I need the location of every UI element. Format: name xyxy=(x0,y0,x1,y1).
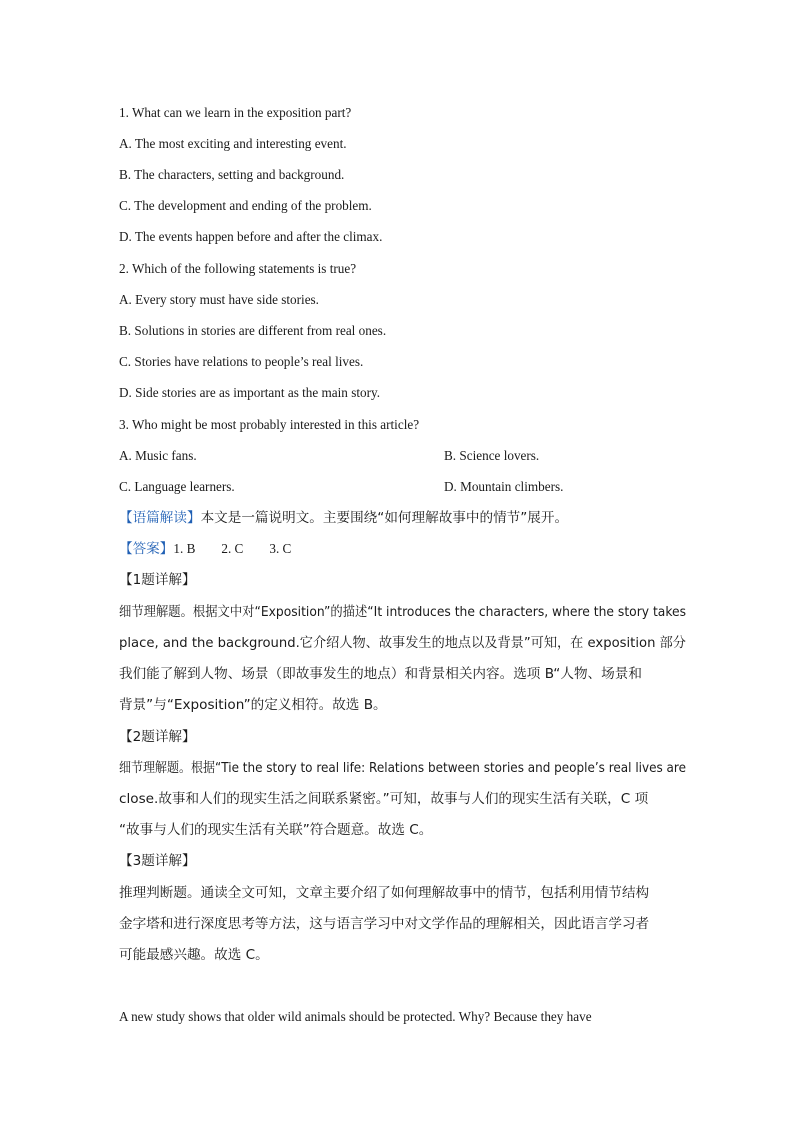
detail-2-line-2: close.故事和人们的现实生活之间联系紧密。”可知，故事与人们的现实生活有关联，C 项 xyxy=(119,791,649,807)
question-3-stem: 3. Who might be most probably interested in this article? xyxy=(119,417,420,432)
question-1-stem: 1. What can we learn in the exposition part? xyxy=(119,105,352,120)
question-2-stem: 2. Which of the following statements is true? xyxy=(119,261,357,276)
analysis-text: 本文是一篇说明文。主要围绕“如何理解故事中的情节”展开。 xyxy=(200,510,569,526)
question-1-option-c: C. The development and ending of the problem. xyxy=(119,198,372,213)
question-2-option-d: D. Side stories are as important as the main story. xyxy=(119,385,381,400)
answer-line xyxy=(119,540,291,558)
question-2-option-a: A. Every story must have side stories. xyxy=(119,292,319,307)
detail-1-line-2: place, and the background.它介绍人物、故事发生的地点以及背景”可知，在 exposition 部分 xyxy=(119,635,686,651)
question-3-option-c: C. Language learners. xyxy=(119,479,235,494)
detail-3-line-1: 推理判断题。通读全文可知，文章主要介绍了如何理解故事中的情节，包括利用情节结构 xyxy=(119,885,650,901)
question-3-option-d: D. Mountain climbers. xyxy=(444,479,564,494)
question-3-option-b: B. Science lovers. xyxy=(444,448,540,463)
answer-item-1: 1. B xyxy=(173,541,196,556)
passage-analysis xyxy=(119,509,568,527)
detail-2-heading: 【2题详解】 xyxy=(119,729,196,745)
detail-2-line-1: 细节理解题。根据“Tie the story to real life: Relations between stories and people’s real lives are xyxy=(119,760,686,776)
detail-1-line-4: 背景”与“Exposition”的定义相符。故选 B。 xyxy=(119,697,387,713)
detail-3-line-2: 金字塔和进行深度思考等方法，这与语言学习中对文学作品的理解相关，因此语言学习者 xyxy=(119,916,650,932)
next-passage-opening: A new study shows that older wild animals should be protected. Why? Because they have xyxy=(119,1009,592,1024)
analysis-label: 【语篇解读】 xyxy=(119,510,201,526)
detail-1-line-1: 细节理解题。根据文中对“Exposition”的描述“It introduces the characters, where the story takes xyxy=(119,604,687,620)
answer-item-3: 3. C xyxy=(269,541,292,556)
question-3-option-a: A. Music fans. xyxy=(119,448,197,463)
answer-label: 【答案】 xyxy=(119,541,174,557)
question-1-option-d: D. The events happen before and after the climax. xyxy=(119,229,383,244)
detail-1-line-3: 我们能了解到人物、场景（即故事发生的地点）和背景相关内容。选项 B“人物、场景和 xyxy=(119,666,642,682)
question-1-option-a: A. The most exciting and interesting event. xyxy=(119,136,347,151)
detail-2-line-3: “故事与人们的现实生活有关联”符合题意。故选 C。 xyxy=(119,822,433,838)
detail-3-heading: 【3题详解】 xyxy=(119,853,196,869)
detail-1-heading: 【1题详解】 xyxy=(119,572,196,588)
answer-item-2: 2. C xyxy=(221,541,244,556)
question-1-option-b: B. The characters, setting and background. xyxy=(119,167,345,182)
question-2-option-b: B. Solutions in stories are different from real ones. xyxy=(119,323,387,338)
detail-3-line-3: 可能最感兴趣。故选 C。 xyxy=(119,947,269,963)
question-2-option-c: C. Stories have relations to people’s real lives. xyxy=(119,354,364,369)
